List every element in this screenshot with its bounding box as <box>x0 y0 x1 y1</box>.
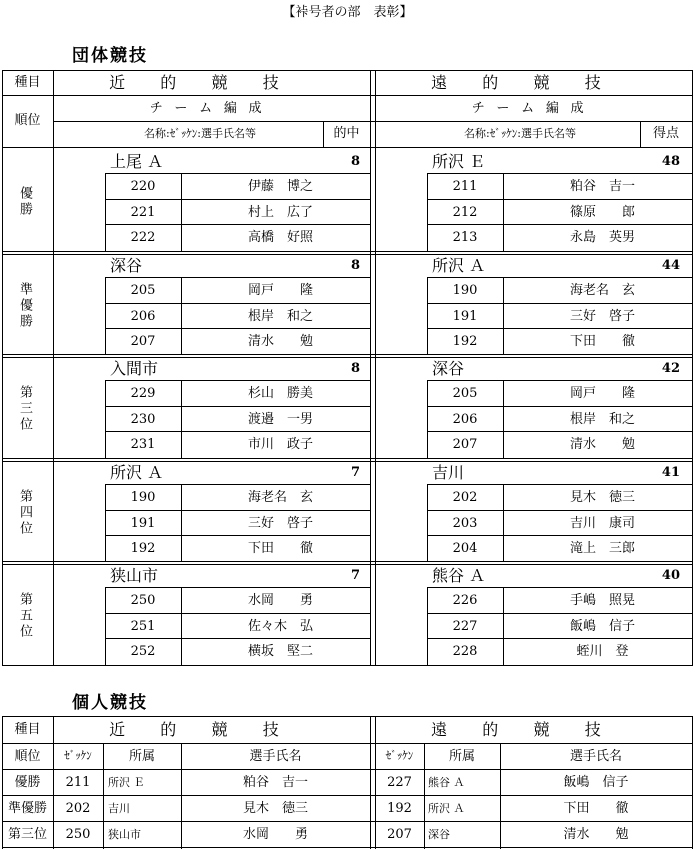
near-team-score: 7 <box>350 465 360 480</box>
far-member-rule <box>427 510 693 511</box>
near-member-rule <box>105 406 371 407</box>
far-indiv-aff: 所沢 Ａ <box>428 802 465 815</box>
team-rank-label: 第四位 <box>17 488 32 537</box>
header-rank: 順位 <box>14 113 41 128</box>
near-member-rule <box>105 484 371 485</box>
far-member-rule <box>427 199 693 200</box>
indiv-row-rule <box>2 795 693 796</box>
far-title: 遠的競技 <box>431 73 636 92</box>
near-indiv-aff: 吉川 <box>108 802 130 815</box>
block-rule <box>2 458 693 459</box>
near-member-rule <box>105 510 371 511</box>
near-team-score: 8 <box>350 154 360 169</box>
far-indiv-bib: 192 <box>387 801 412 816</box>
far-member-rule <box>427 406 693 407</box>
far-name-header: 選手氏名 <box>569 749 622 764</box>
team-table-top <box>2 70 693 71</box>
near-member-bib: 206 <box>130 309 156 324</box>
far-member-rule <box>427 535 693 536</box>
near-member-name: 杉山 勝美 <box>247 386 313 401</box>
team-header-rule <box>2 95 693 96</box>
far-team-name: 深谷 <box>432 359 465 378</box>
near-bib-header: ｾﾞｯｹﾝ <box>64 749 92 762</box>
team-comp-rule <box>53 121 693 122</box>
near-member-bib: 191 <box>130 516 156 531</box>
near-bib-col-rule <box>181 380 182 459</box>
far-member-bib: 190 <box>452 283 478 298</box>
near-member-bib: 190 <box>130 490 156 505</box>
indiv-header-rule <box>2 743 693 744</box>
near-member-rule <box>105 277 371 278</box>
near-member-rule <box>105 303 371 304</box>
far-indiv-name: 飯嶋 信子 <box>563 775 629 790</box>
near-member-bib: 231 <box>130 437 156 452</box>
far-member-rule <box>427 173 693 174</box>
team-table-right <box>692 70 693 665</box>
far-member-rule <box>427 303 693 304</box>
far-member-bib: 211 <box>452 179 478 194</box>
indiv-mid-a <box>370 716 371 849</box>
near-member-bib: 221 <box>130 205 156 220</box>
team-rank-col-rule <box>53 70 54 665</box>
far-team-score: 41 <box>661 465 680 480</box>
block-rule <box>2 147 693 148</box>
near-member-rule <box>105 224 371 225</box>
near-member-bib: 220 <box>130 179 156 194</box>
far-member-name: 下田 徹 <box>569 334 635 349</box>
indiv-row-rule <box>2 821 693 822</box>
far-member-rule <box>427 380 693 381</box>
far-team-score: 42 <box>661 361 680 376</box>
near-member-name: 水岡 勇 <box>247 593 313 608</box>
far-member-bib: 207 <box>452 437 478 452</box>
far-member-rule <box>427 224 693 225</box>
near-member-rule <box>105 535 371 536</box>
near-team-name: 所沢 Ａ <box>110 463 164 482</box>
near-indiv-bib: 202 <box>65 801 91 816</box>
near-indiv-aff: 所沢 Ｅ <box>108 776 145 789</box>
near-title: 近的競技 <box>109 73 314 92</box>
far-member-name: 蛭川 登 <box>576 644 629 659</box>
team-rank-label: 優勝 <box>17 186 32 218</box>
far-team-name: 所沢 Ａ <box>432 256 486 275</box>
far-member-name: 見木 徳三 <box>569 490 635 505</box>
near-team-score: 8 <box>350 258 360 273</box>
far-score-label: 得点 <box>652 126 679 141</box>
far-member-bib: 192 <box>452 334 478 349</box>
near-member-name: 三好 啓子 <box>247 516 313 531</box>
indiv-right <box>692 716 693 849</box>
indiv-row-rule <box>2 847 693 848</box>
near-members-label: 名称:ｾﾞｯｹﾝ:選手氏名等 <box>144 127 256 140</box>
far-member-rule <box>427 484 693 485</box>
near-member-name: 佐々木 弘 <box>247 619 313 634</box>
near-team-comp: チーム編成 <box>149 101 274 116</box>
far-bib-col-rule <box>503 173 504 252</box>
near-member-bib: 230 <box>130 412 156 427</box>
far-team-score: 44 <box>661 258 680 273</box>
far-indiv-name: 清水 勉 <box>563 827 629 842</box>
far-team-score: 40 <box>661 568 680 583</box>
near-team-name: 深谷 <box>110 256 143 275</box>
far-member-bib: 204 <box>452 541 478 556</box>
far-bib-col-rule <box>503 587 504 666</box>
far-indiv-name: 下田 徹 <box>563 801 629 816</box>
far-member-bib: 228 <box>452 644 478 659</box>
near-indiv-name: 水岡 勇 <box>242 827 308 842</box>
far-member-rule <box>427 431 693 432</box>
far-member-bib: 205 <box>452 386 478 401</box>
indiv-near-title: 近的競技 <box>109 720 314 739</box>
far-member-name: 飯嶋 信子 <box>569 619 635 634</box>
near-member-name: 清水 勉 <box>247 334 313 349</box>
near-indiv-bib: 250 <box>65 827 91 842</box>
far-member-name: 吉川 康司 <box>569 516 635 531</box>
far-member-bib: 212 <box>452 205 478 220</box>
far-member-rule <box>427 277 693 278</box>
near-bib-col-rule <box>181 587 182 666</box>
near-member-name: 渡邉 一男 <box>247 412 313 427</box>
near-member-name: 高橋 好照 <box>247 230 313 245</box>
near-member-bib: 229 <box>130 386 156 401</box>
near-member-rule <box>105 638 371 639</box>
far-indiv-aff: 熊谷 Ａ <box>428 776 465 789</box>
near-indiv-bib: 211 <box>65 775 91 790</box>
indiv-rank: 第三位 <box>7 827 47 842</box>
near-member-name: 横坂 堅二 <box>247 644 313 659</box>
near-team-score: 8 <box>350 361 360 376</box>
far-member-name: 海老名 玄 <box>569 283 635 298</box>
team-section-title: 団体競技 <box>72 46 148 66</box>
far-bib-header: ｾﾞｯｹﾝ <box>385 749 414 762</box>
far-member-name: 滝上 三郎 <box>569 541 635 556</box>
near-member-rule <box>105 380 371 381</box>
indiv-section-title: 個人競技 <box>72 693 148 713</box>
far-member-bib: 226 <box>452 593 478 608</box>
block-rule <box>2 251 693 252</box>
far-member-name: 根岸 和之 <box>569 412 635 427</box>
near-member-bib: 192 <box>130 541 156 556</box>
near-member-bib: 252 <box>130 644 156 659</box>
team-table-left <box>2 70 3 665</box>
team-rank-label: 第三位 <box>17 385 32 433</box>
near-aff-header: 所属 <box>128 749 155 764</box>
near-bib-col-rule <box>181 484 182 562</box>
near-member-name: 根岸 和之 <box>247 309 313 324</box>
near-member-bib: 205 <box>130 283 156 298</box>
far-member-name: 清水 勉 <box>569 437 635 452</box>
far-team-name: 熊谷 Ａ <box>432 566 486 585</box>
block-rule-double <box>2 254 693 255</box>
near-member-bib: 250 <box>130 593 156 608</box>
near-member-name: 岡戸 隆 <box>247 283 313 298</box>
far-team-score: 48 <box>661 154 680 169</box>
near-member-rule <box>105 431 371 432</box>
far-member-bib: 227 <box>452 619 478 634</box>
near-member-name: 下田 徹 <box>247 541 313 556</box>
block-rule <box>2 561 693 562</box>
near-indiv-name: 見木 徳三 <box>242 801 308 816</box>
far-member-rule <box>427 638 693 639</box>
far-team-name: 吉川 <box>432 463 465 482</box>
block-rule <box>2 354 693 355</box>
far-member-bib: 202 <box>452 490 478 505</box>
block-rule-double <box>2 564 693 565</box>
far-aff-header: 所属 <box>448 749 475 764</box>
far-member-bib: 206 <box>452 412 478 427</box>
far-member-name: 手嶋 照晃 <box>569 593 635 608</box>
far-indiv-bib: 207 <box>387 827 412 842</box>
indiv-far-title: 遠的競技 <box>431 720 636 739</box>
far-indiv-bib: 227 <box>387 775 412 790</box>
page-title: 【裃号者の部 表彰】 <box>282 5 413 20</box>
team-mid-rule-b <box>375 70 376 665</box>
far-team-name: 所沢 Ｅ <box>432 152 486 171</box>
indiv-table-top <box>2 716 693 717</box>
far-bib-col-rule <box>503 484 504 562</box>
near-member-rule <box>105 199 371 200</box>
far-member-name: 篠原 郎 <box>569 205 635 220</box>
near-team-name: 狭山市 <box>110 566 159 585</box>
near-bib-col-rule <box>181 277 182 355</box>
team-rank-label: 第五位 <box>17 592 32 640</box>
near-member-bib: 251 <box>130 619 156 634</box>
header-type: 種目 <box>14 75 41 90</box>
near-indiv-aff: 狭山市 <box>108 828 141 841</box>
far-member-rule <box>427 587 693 588</box>
indiv-subheader-rule <box>2 769 693 770</box>
block-rule-double <box>2 357 693 358</box>
near-team-score: 7 <box>350 568 360 583</box>
far-member-bib: 203 <box>452 516 478 531</box>
near-name-header: 選手氏名 <box>249 749 302 764</box>
near-team-name: 入間市 <box>110 359 159 378</box>
far-members-label: 名称:ｾﾞｯｹﾝ:選手氏名等 <box>464 127 576 140</box>
far-member-name: 永島 英男 <box>569 230 635 245</box>
near-member-name: 村上 広了 <box>247 205 313 220</box>
far-member-bib: 213 <box>452 230 478 245</box>
near-member-rule <box>105 328 371 329</box>
indiv-rank: 準優勝 <box>7 801 47 816</box>
near-bib-col-rule <box>181 173 182 252</box>
near-member-name: 伊藤 博之 <box>247 179 313 194</box>
far-indiv-aff: 深谷 <box>428 828 450 841</box>
near-score-label: 的中 <box>333 126 360 141</box>
near-member-name: 市川 政子 <box>247 437 313 452</box>
far-member-bib: 191 <box>452 309 478 324</box>
far-member-name: 三好 啓子 <box>569 309 635 324</box>
team-mid-rule-a <box>370 70 371 665</box>
near-member-bib: 207 <box>130 334 156 349</box>
indiv-header-rank: 順位 <box>14 749 41 764</box>
near-member-rule <box>105 587 371 588</box>
indiv-header-type: 種目 <box>14 722 41 737</box>
far-bib-col-rule <box>503 277 504 355</box>
far-team-comp: チーム編成 <box>471 101 596 116</box>
block-rule-double <box>2 461 693 462</box>
far-member-rule <box>427 328 693 329</box>
far-member-rule <box>427 613 693 614</box>
near-team-name: 上尾 Ａ <box>110 152 164 171</box>
near-member-rule <box>105 613 371 614</box>
near-indiv-name: 粕谷 吉一 <box>242 775 308 790</box>
team-rank-label: 準優勝 <box>17 281 32 330</box>
far-member-name: 粕谷 吉一 <box>569 179 635 194</box>
far-bib-col-rule <box>503 380 504 459</box>
near-member-rule <box>105 173 371 174</box>
far-member-name: 岡戸 隆 <box>569 386 635 401</box>
near-member-name: 海老名 玄 <box>247 490 313 505</box>
indiv-rank: 優勝 <box>14 775 41 790</box>
near-member-bib: 222 <box>130 230 156 245</box>
